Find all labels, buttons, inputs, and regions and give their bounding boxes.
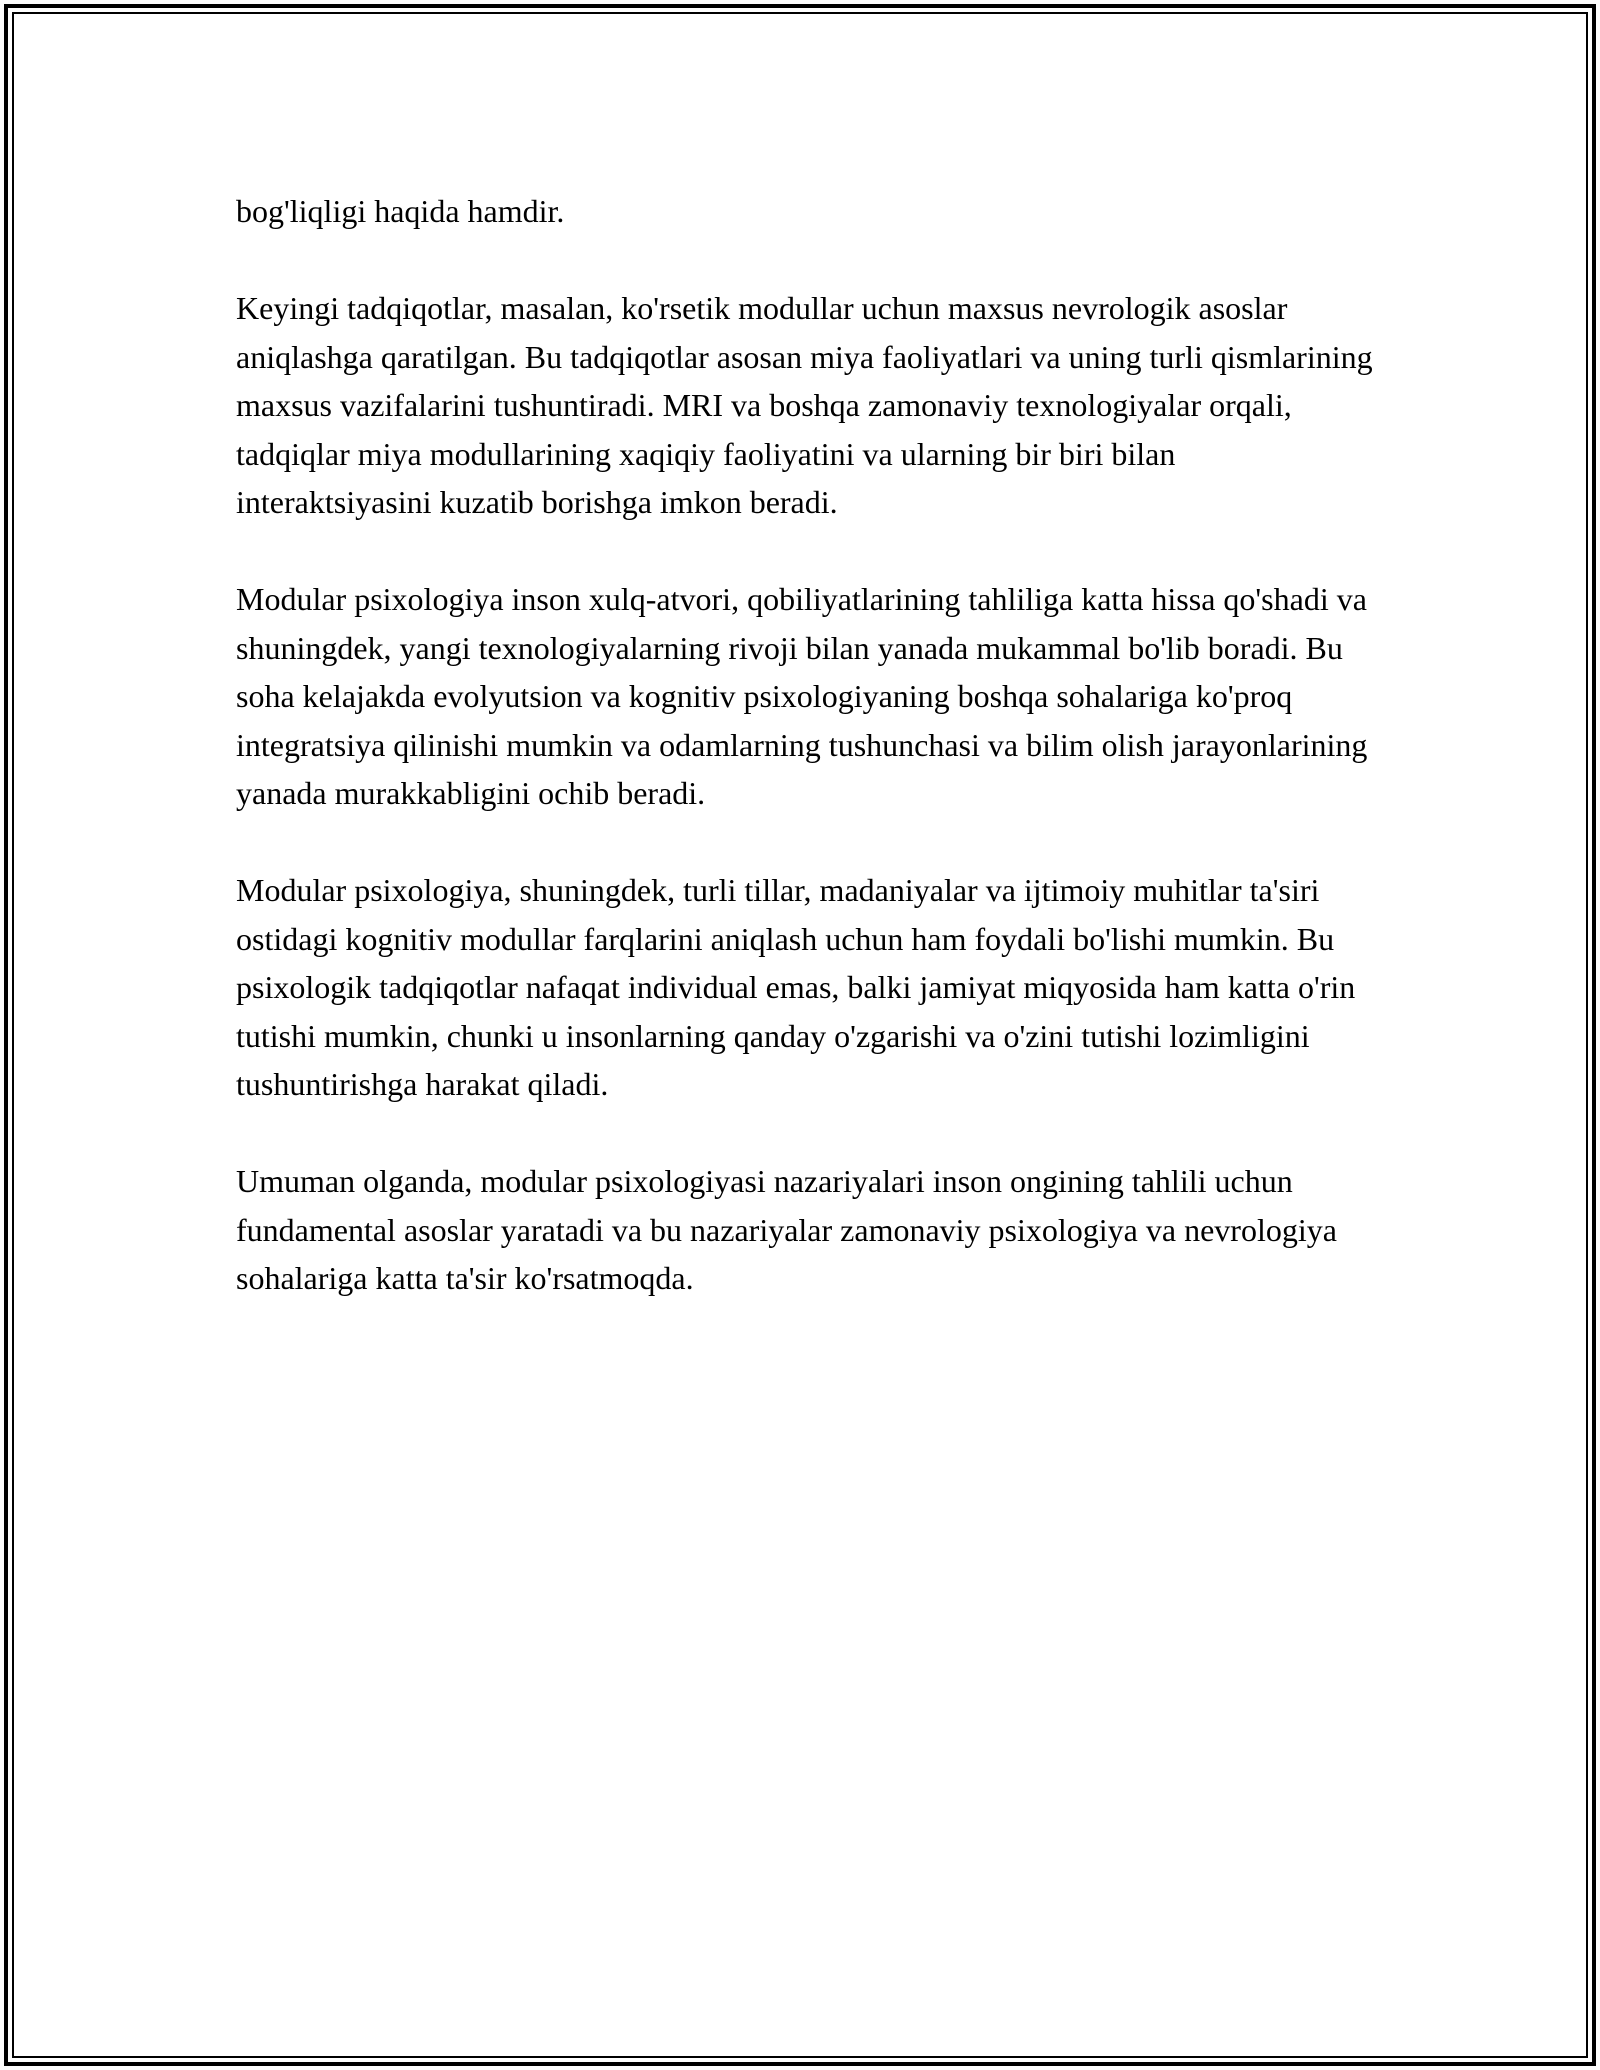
paragraph-cultural: Modular psixologiya, shuningdek, turli tillar, madaniyalar va ijtimoiy muhitlar ta'siri ostidagi kognitiv modullar farqlarini aniqlash uchun ham foydali bo'lishi mumkin. Bu psixologik tadqiqotlar nafaqat individual emas, balki jamiyat miqyosida ham katta o'rin tutishi mumkin, chunki u insonlarning qanday o'zgarishi va o'zini tutishi lozimligini tushuntirishga harakat qiladi. [236,872,1356,1102]
paragraph-continuation: bog'liqligi haqida hamdir. [236,193,565,229]
paragraph-contribution: Modular psixologiya inson xulq-atvori, qobiliyatlarining tahliliga katta hissa qo'shadi va shuningdek, yangi texnologiyalarning rivoji bilan yanada mukammal bo'lib boradi. Bu soha kelajakda evolyutsion va kognitiv psixologiyaning boshqa sohalariga ko'proq integratsiya qilinishi mumkin va odamlarning tushunchasi va bilim olish jarayonlarining yanada murakkabligini ochib beradi. [236,581,1368,811]
paragraph-research: Keyingi tadqiqotlar, masalan, ko'rsetik modullar uchun maxsus nevrologik asoslar aniqlashga qaratilgan. Bu tadqiqotlar asosan miya faoliyatlari va uning turli qismlarining maxsus vazifalarini tushuntiradi. MRI va boshqa zamonaviy texnologiyalar orqali, tadqiqlar miya modullarining xaqiqiy faoliyatini va ularning bir biri bilan interaktsiyasini kuzatib borishga imkon beradi. [236,290,1373,520]
document-body [236,187,1376,1351]
paragraph-conclusion: Umuman olganda, modular psixologiyasi nazariyalari inson ongining tahlili uchun fundamental asoslar yaratadi va bu nazariyalar zamonaviy psixologiya va nevrologiya sohalariga katta ta'sir ko'rsatmoqda. [236,1163,1337,1296]
